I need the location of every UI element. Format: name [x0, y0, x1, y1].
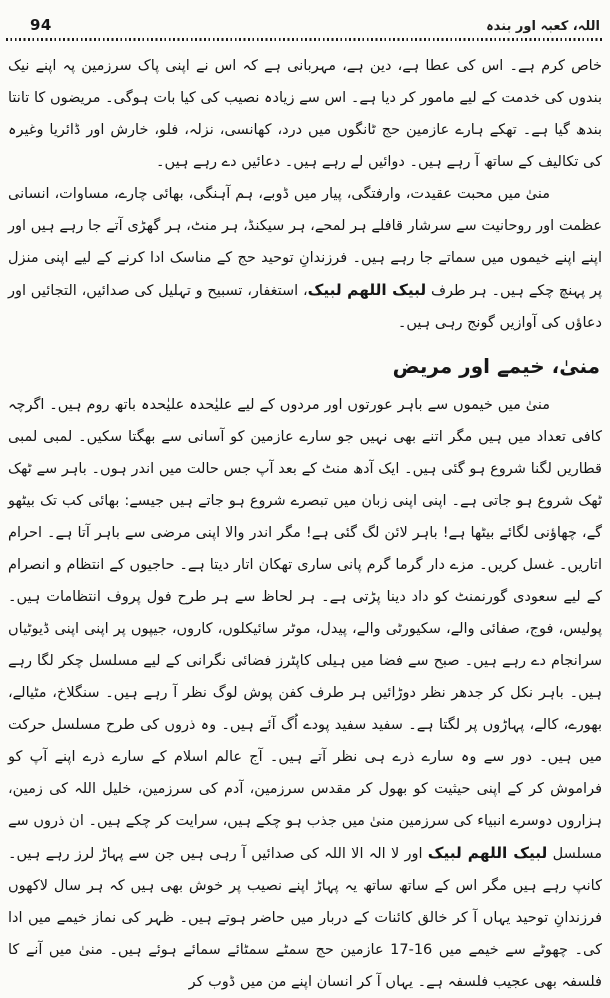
- labbaik-bold-phrase: لبیک اللھم لبیک: [307, 281, 427, 299]
- page-header: [6, 8, 604, 34]
- paragraph-3: [8, 389, 602, 998]
- paragraph-2-text-post: ، استغفار، تسبیح و تہلیل کی صدائیں، التجائیں اور دعاؤں کی آوازیں گونج رہی ہیں۔: [8, 283, 602, 331]
- paragraph-1: [8, 50, 602, 178]
- paragraph-3-text-pre: منیٰ میں خیموں سے باہر عورتوں اور مردوں کے لیے علیٰحدہ علیٰحدہ باتھ روم ہیں۔ اگرچہ کافی تعداد میں ہیں مگر اتنے بھی نہیں جو سارے عازمین کو آسانی سے بھگتا سکیں۔ لمبی لمبی قطاریں لگنا شروع ہو گئی ہیں۔ ایک آدھ منٹ کے بعد آپ جس حالت میں اندر ہوں۔ باہر سے ٹھک ٹھک شروع ہو جاتی ہے۔ اپنی اپنی زبان میں تبصرے شروع ہو جاتے ہیں جیسے: بھائی کب تک بیٹھو گے، چھاؤنی لگائے بیٹھا ہے! باہر لائن لگ گئی ہے! مگر اندر والا اپنی مرضی سے باہر آتا ہے۔ احرام اتاریں۔ غسل کریں۔ مزے دار گرما گرم پانی ساری تھکان اتار دیتا ہے۔ حاجیوں کے انتظام و انصرام کے لیے سعودی گورنمنٹ کو داد دینا پڑتی ہے۔ ہر لحاظ سے ہر طرح فول پروف انتظامات ہیں۔ پولیس، فوج، صفائی والے، سکیورٹی والے، پیدل، موٹر سائیکلوں، کاروں، جیپوں پر اپنی اپنی ڈیوٹیاں سرانجام دے رہے ہیں۔ صبح سے فضا میں ہیلی کاپٹرز فضائی نگرانی کے لیے مسلسل چکر لگا رہے ہیں۔ باہر نکل کر جدھر نظر دوڑائیں ہر طرف کفن پوش لوگ نظر آ رہے ہیں۔ سنگلاخ، مٹیالے، بھورے، کالے، پہاڑوں پر لگتا ہے۔ سفید سفید پودے اُگ آئے ہیں۔ وہ ذروں کی طرح مسلسل حرکت میں ہیں۔ دور سے وہ سارے ذرے ہی نظر آتے ہیں۔ آج عالم اسلام کے سارے ذرے اپنے آپ کو فراموش کر کے اپنی حیثیت کو بھول کر مقدس سرزمین، آدم کی سرزمین، خلیل اللہ کی زمین، ہزاروں دوسرے انبیاء کی سرزمین منیٰ میں جذب ہو چکے ہیں، سرایت کر چکے ہیں۔ ان ذروں سے مسلسل: [8, 397, 603, 862]
- labbaik-bold-phrase: لبیک اللھم لبیک: [427, 844, 548, 862]
- paragraph-2: [8, 178, 602, 339]
- paragraph-1-text: خاص کرم ہے۔ اس کی عطا ہے، دین ہے، مہربانی ہے کہ اس نے اپنی پاک سرزمین پہ اپنے نیک بندوں کی خدمت کے لیے مامور کر دیا ہے۔ اس سے زیادہ نصیب کی کیا بات ہوگی۔ مریضوں کا تانتا بندھ گیا ہے۔ تھکے ہارے عازمین حج ٹانگوں میں درد، کھانسی، نزلہ، فلو، خارش اور ڈائریا وغیرہ کی تکالیف کے ساتھ آ رہے ہیں۔ دوائیں لے رہے ہیں۔ دعائیں دے رہے ہیں۔: [8, 58, 602, 170]
- page-body: [6, 50, 604, 998]
- paragraph-2-text-pre: منیٰ میں محبت عقیدت، وارفتگی، پیار میں ڈوبے، ہم آہنگی، بھائی چارے، مساوات، انسانی عظمت اور روحانیت سے سرشار قافلے ہر لمحے، ہر سیکنڈ، ہر منٹ، ہر گھڑی آتے جا رہے ہیں اور اپنے اپنے خیموں میں سماتے جا رہے ہیں۔ فرزندانِ توحید حج کے مناسک ادا کرنے کے لیے اپنی منزل پر پہنچ چکے ہیں۔ ہر طرف: [8, 186, 602, 299]
- running-title: اللہ، کعبہ اور بندہ: [486, 19, 600, 34]
- page-number: 94: [30, 16, 52, 34]
- paragraph-3-text-post: اور لا الہ الا اللہ کی صدائیں آ رہی ہیں جن سے پہاڑ لرز رہے ہیں۔ کانپ رہے ہیں مگر اس کے ساتھ ساتھ یہ پہاڑ اپنے نصیب پر خوش بھی ہیں کہ ہر سال لاکھوں فرزندانِ توحید یہاں آ کر خالق کائنات کے دربار میں حاضر ہوتے ہیں۔ ظہر کی نماز خیمے میں ادا کی۔ چھوٹے سے خیمے میں 16-17 عازمین حج سمٹے سمٹائے سمائے ہوئے ہیں۔ منیٰ میں آنے کا فلسفہ بھی عجیب فلسفہ ہے۔ یہاں آ کر انسان اپنے من میں ڈوب کر: [8, 846, 603, 990]
- section-heading: منیٰ، خیمے اور مریض: [392, 354, 600, 378]
- header-divider-rule: [6, 38, 604, 41]
